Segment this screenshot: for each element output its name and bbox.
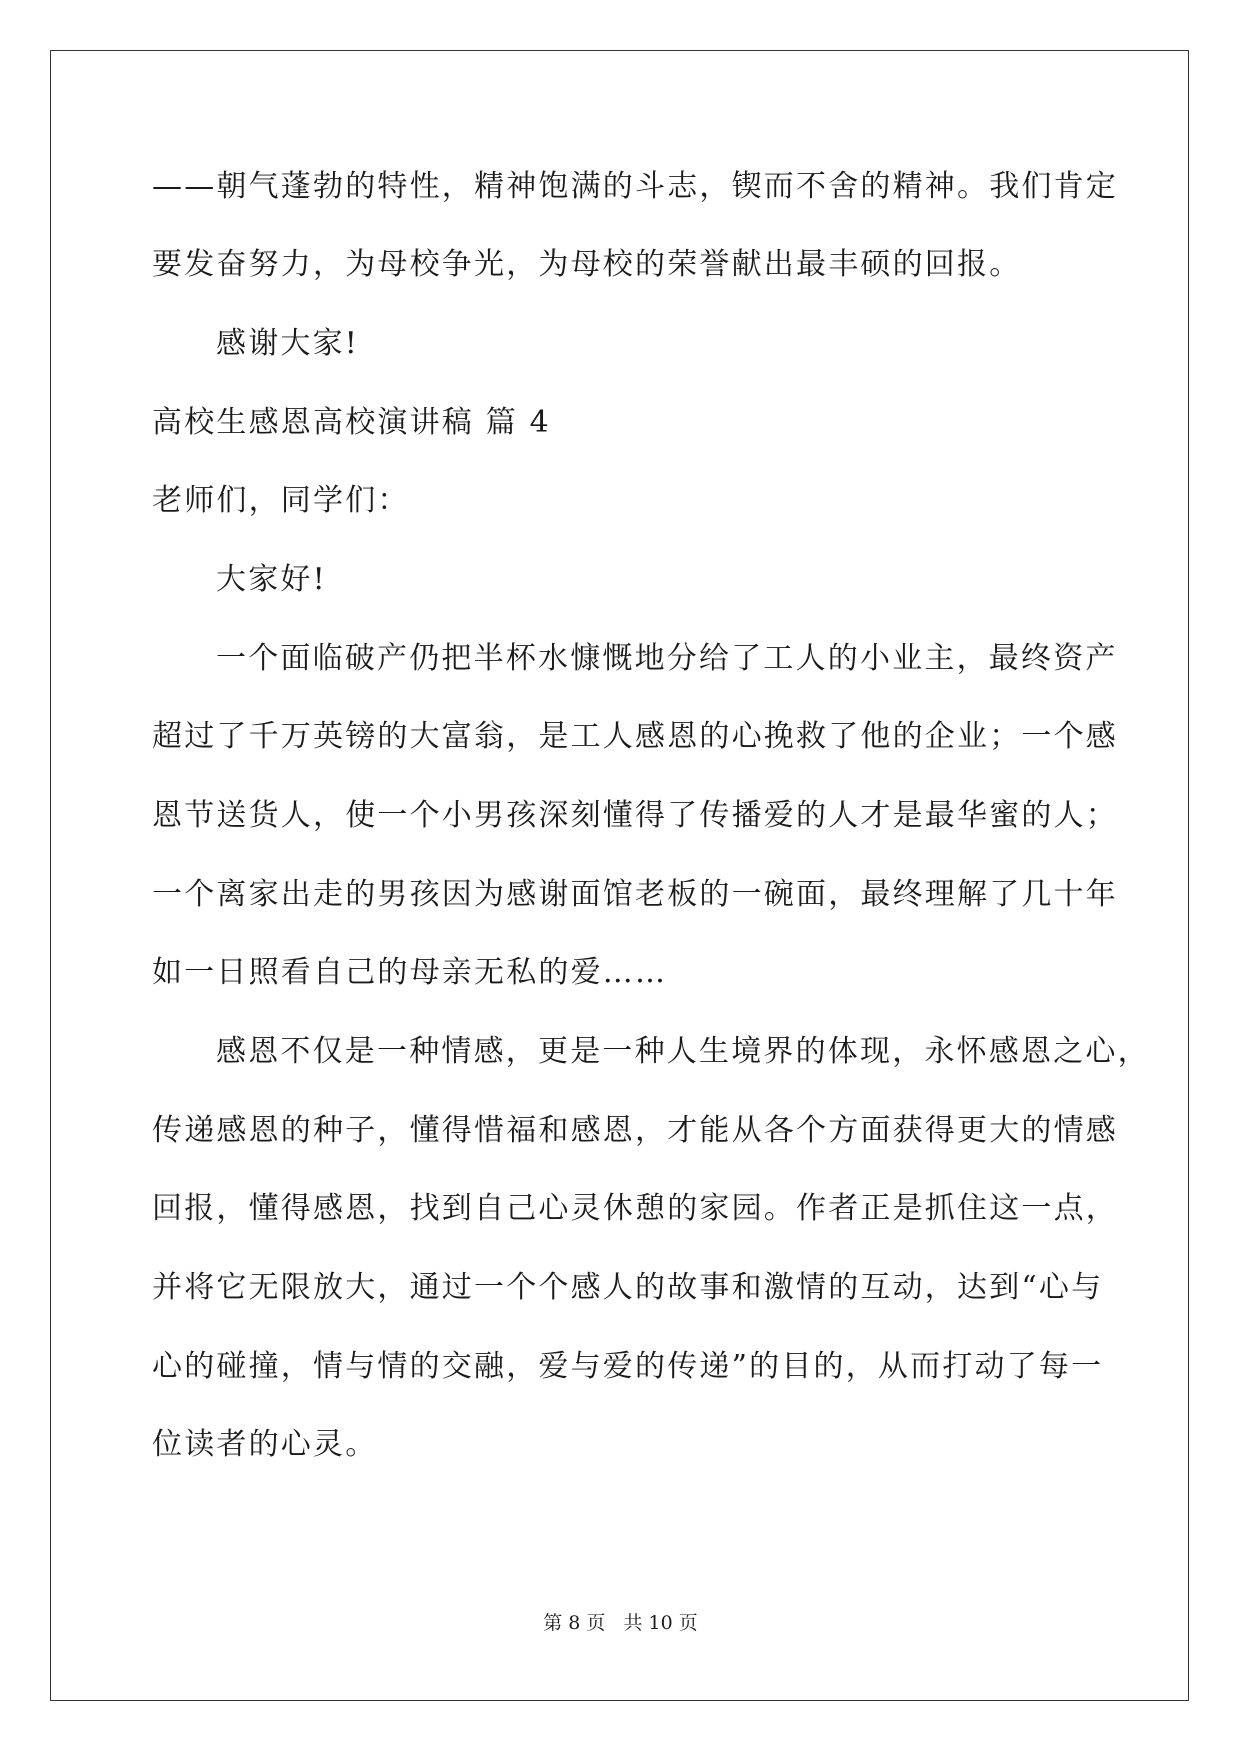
paragraph-line: 并将它无限放大，通过一个个感人的故事和激情的互动，达到“心与	[152, 1270, 1104, 1305]
paragraph-line: 一个面临破产仍把半杯水慷慨地分给了工人的小业主，最终资产	[216, 641, 1118, 676]
salutation: 老师们，同学们：	[152, 483, 410, 518]
greeting: 大家好!	[216, 562, 327, 597]
closing-line: 感谢大家!	[216, 326, 360, 361]
section-heading: 高校生感恩高校演讲稿 篇 4	[152, 405, 551, 440]
paragraph-line: 要发奋努力，为母校争光，为母校的荣誉献出最丰硕的回报。	[152, 247, 1022, 282]
page-total: 共 10 页	[623, 1612, 698, 1634]
paragraph-line: ——朝气蓬勃的特性，精神饱满的斗志，锲而不舍的精神。我们肯定	[152, 169, 1118, 204]
paragraph-line: 回报，懂得感恩，找到自己心灵休憩的家园。作者正是抓住这一点，	[152, 1191, 1118, 1226]
page-footer	[0, 1611, 1241, 1635]
paragraph-line: 超过了千万英镑的大富翁，是工人感恩的心挽救了他的企业；一个感	[152, 719, 1118, 754]
paragraph-line: 感恩不仅是一种情感，更是一种人生境界的体现，永怀感恩之心，	[216, 1034, 1150, 1069]
paragraph-line: 恩节送货人，使一个小男孩深刻懂得了传播爱的人才是最华蜜的人；	[152, 798, 1118, 833]
page-number: 第 8 页	[543, 1612, 606, 1634]
paragraph-line: 心的碰撞，情与情的交融，爱与爱的传递”的目的，从而打动了每一	[152, 1349, 1104, 1384]
paragraph-line: 一个离家出走的男孩因为感谢面馆老板的一碗面，最终理解了几十年	[152, 877, 1118, 912]
paragraph-line: 如一日照看自己的母亲无私的爱……	[152, 955, 668, 990]
paragraph-line: 传递感恩的种子，懂得惜福和感恩，才能从各个方面获得更大的情感	[152, 1113, 1118, 1148]
paragraph-line: 位读者的心灵。	[152, 1427, 378, 1462]
